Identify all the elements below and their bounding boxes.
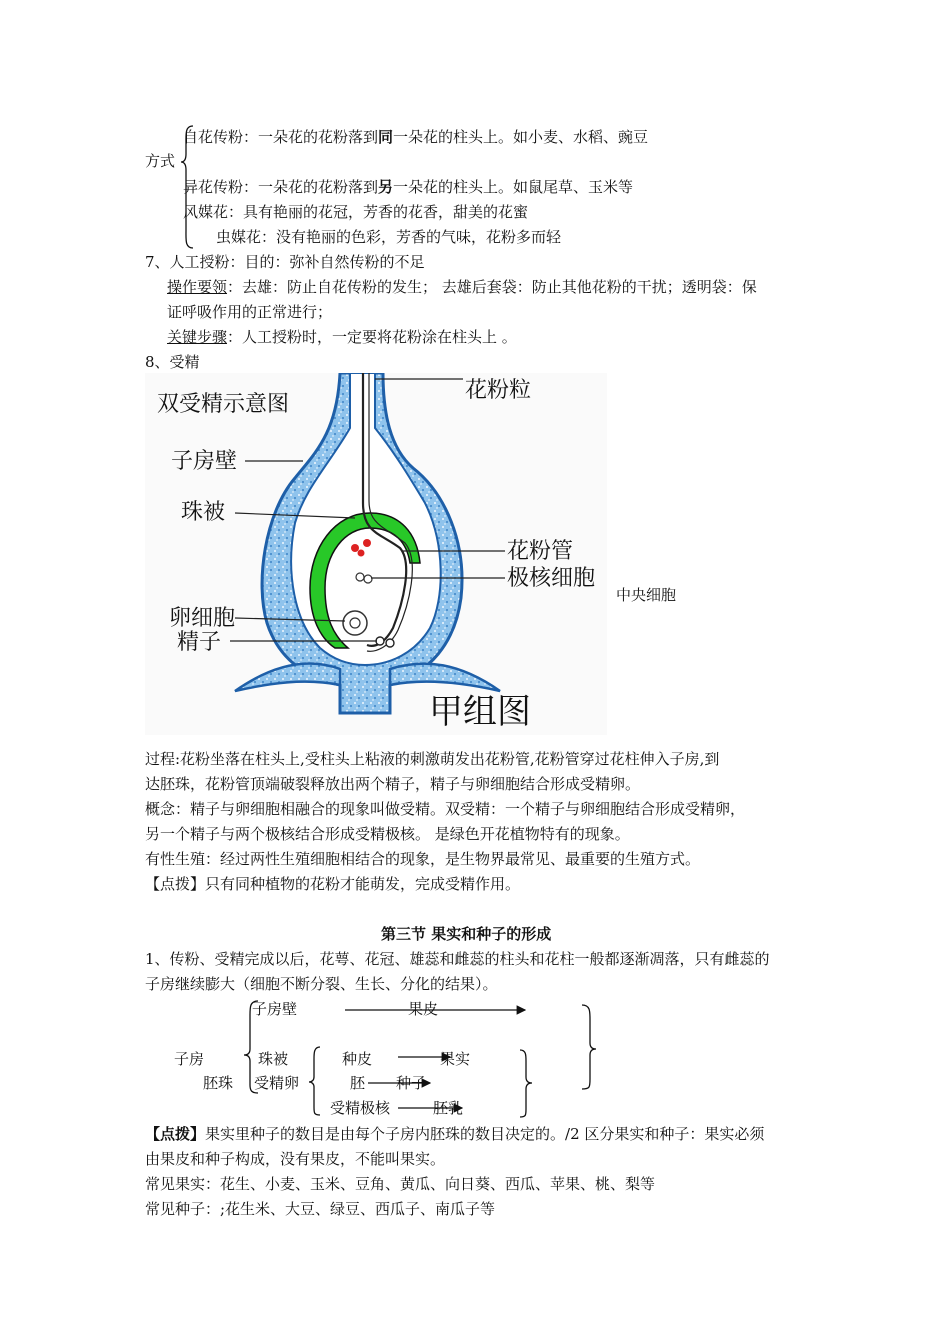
self-pollination-post: 一朵花的柱头上。如小麦、水稻、豌豆 xyxy=(393,128,649,146)
seed-count-tip xyxy=(145,1124,764,1144)
common-seeds-line: 常见种子：;花生米、大豆、绿豆、西瓜子、南瓜子等 xyxy=(145,1200,496,1218)
artificial-heading: 7、人工授粉：目的：弥补自然传粉的不足 xyxy=(145,253,425,271)
double-fertilization-diagram xyxy=(145,373,607,735)
operation-line-1 xyxy=(167,277,757,297)
fruit-ovule: 胚珠 xyxy=(203,1074,234,1092)
operation-text: ：去雄：防止自花传粉的发生； 去雄后套袋：防止其他花粉的干扰；透明袋：保 xyxy=(227,278,757,296)
method-label: 方式 xyxy=(145,152,176,170)
concept-line-1: 概念：精子与卵细胞相融合的现象叫做受精。双受精：一个精子与卵细胞结合形成受精卵， xyxy=(145,800,746,818)
self-pollination-emphasis: 同 xyxy=(378,128,394,146)
fruit-definition-line: 由果皮和种子构成，没有果皮，不能叫果实。 xyxy=(145,1150,446,1168)
key-step-label: 关键步骤 xyxy=(167,328,228,346)
ovary-wall-label: 子房壁 xyxy=(171,449,238,474)
egg-cell-label: 卵细胞 xyxy=(169,606,236,631)
fruit-fertilized-egg: 受精卵 xyxy=(254,1074,300,1092)
fruit-ovary: 子房 xyxy=(174,1050,205,1068)
operation-label: 操作要领 xyxy=(167,278,228,296)
section-title: 第三节 果实和种子的形成 xyxy=(381,925,552,943)
key-step-text: ：人工授粉时，一定要将花粉涂在柱头上 。 xyxy=(227,328,517,346)
fruit-embryo: 胚 xyxy=(350,1074,366,1092)
central-cell-label: 中央细胞 xyxy=(616,586,677,604)
fruit-endosperm: 胚乳 xyxy=(433,1099,464,1117)
fruit-fruit: 果实 xyxy=(440,1050,471,1068)
section-paragraph-1: 1、传粉、受精完成以后，花萼、花冠、雄蕊和雌蕊的柱头和花柱一般都逐渐凋落，只有雌蕊的 xyxy=(145,950,770,968)
common-fruits-line: 常见果实：花生、小麦、玉米、豆角、黄瓜、向日葵、西瓜、苹果、桃、梨等 xyxy=(145,1175,656,1193)
cross-pollination-emphasis: 另 xyxy=(378,178,394,196)
self-pollination-line xyxy=(183,127,648,147)
fruit-seed: 种子 xyxy=(396,1074,427,1092)
key-step-line xyxy=(167,327,517,347)
fertilization-heading: 8、受精 xyxy=(145,353,200,371)
cross-pollination-line xyxy=(183,177,633,197)
sexual-reproduction-line: 有性生殖：经过两性生殖细胞相结合的现象，是生物界最常见、最重要的生殖方式。 xyxy=(145,850,701,868)
cross-pollination-pre: 异花传粉：一朵花的花粉落到 xyxy=(183,178,379,196)
wind-pollinated-line: 风媒花：具有艳丽的花冠，芳香的花香，甜美的花蜜 xyxy=(183,203,529,221)
group-label: 甲组图 xyxy=(429,692,531,732)
fruit-seed-coat: 种皮 xyxy=(342,1050,373,1068)
fruit-ovary-wall: 子房壁 xyxy=(252,1000,298,1018)
section-paragraph-2: 子房继续膨大（细胞不断分裂、生长、分化的结果）。 xyxy=(145,975,498,993)
concept-line-2: 另一个精子与两个极核结合形成受精极核。 是绿色开花植物特有的现象。 xyxy=(145,825,630,843)
process-line-1: 过程:花粉坐落在柱头上,受柱头上粘液的刺激萌发出花粉管,花粉管穿过花柱伸入子房,到 xyxy=(145,750,720,768)
fertilization-tip: 【点拨】只有同种植物的花粉才能萌发，完成受精作用。 xyxy=(145,875,521,893)
pollen-grain-label: 花粉粒 xyxy=(465,378,532,403)
pollen-tube-label: 花粉管 xyxy=(507,539,574,564)
tip-marker: 【点拨】 xyxy=(145,1125,206,1143)
tip-text: 果实里种子的数目是由每个子房内胚珠的数目决定的。/2 区分果实和种子：果实必须 xyxy=(205,1125,765,1143)
cross-pollination-post: 一朵花的柱头上。如鼠尾草、玉米等 xyxy=(393,178,634,196)
diagram-title: 双受精示意图 xyxy=(157,392,290,417)
operation-line-2: 证呼吸作用的正常进行； xyxy=(167,303,333,321)
process-line-2: 达胚珠，花粉管顶端破裂释放出两个精子，精子与卵细胞结合形成受精卵。 xyxy=(145,775,641,793)
fruit-integument: 珠被 xyxy=(258,1050,289,1068)
self-pollination-pre: 自花传粉：一朵花的花粉落到 xyxy=(183,128,379,146)
polar-nuclei-label: 极核细胞 xyxy=(507,566,596,591)
sperm-label: 精子 xyxy=(177,630,222,655)
integument-label: 珠被 xyxy=(181,500,226,525)
fruit-fertilized-polar: 受精极核 xyxy=(330,1099,391,1117)
insect-pollinated-line: 虫媒花：没有艳丽的色彩，芳香的气味，花粉多而轻 xyxy=(216,228,562,246)
fruit-pericarp: 果皮 xyxy=(408,1000,439,1018)
